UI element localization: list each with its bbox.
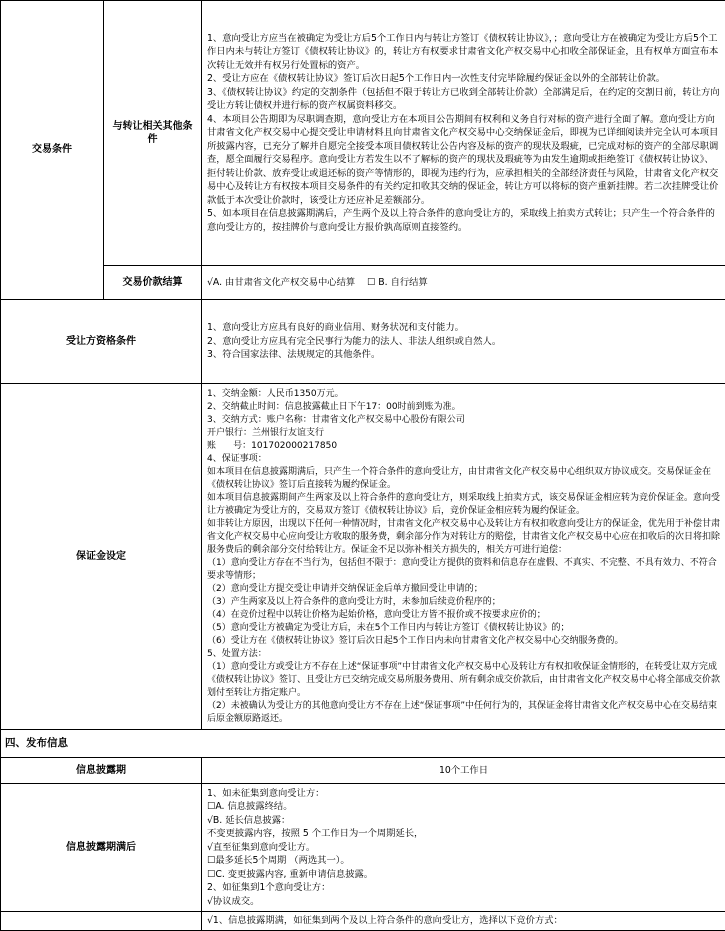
- after-disclosure-line: 1、如未征集到意向受让方：: [207, 787, 720, 801]
- deposit-line: 2、交纳截止时间：信息披露截止日下午17：00时前到账为准。: [207, 401, 720, 414]
- qualification-content: [202, 300, 725, 384]
- deposit-line: （4）在竞价过程中以转让价格为起始价格，意向受让方皆不报价或不按要求应价的；: [207, 609, 720, 622]
- after-disclosure-label: 信息披露期满后: [1, 784, 202, 912]
- qualification-label: 受让方资格条件: [1, 300, 202, 384]
- after-disclosure-line: √直至征集到意向受让方。: [207, 841, 720, 855]
- after-disclosure-line: √协议成交。: [207, 895, 720, 909]
- section-title: 四、发布信息: [1, 730, 725, 758]
- other-condition-1: 1、意向受让方应当在被确定为受让方后5个工作日内与转让方签订《债权转让协议》，；意向受让方在被确定为受让方后5个工作日内未与转让方签订《债权转让协议》的，转让方有权要求甘肃省文化产权交易中心扣收全部保证金，且有权单方面宣布本次转让无效并有权另行处置标的资产。: [207, 32, 720, 73]
- other-conditions-label: 与转让相关其他条件: [104, 1, 202, 266]
- after-disclosure-content: [202, 784, 725, 912]
- after-disclosure-line: ☐A. 信息披露终结。: [207, 800, 720, 814]
- disclosure-period-value: 10个工作日: [202, 758, 725, 784]
- settlement-row: [1, 266, 725, 300]
- other-condition-3: 3、《债权转让协议》约定的交割条件（包括但不限于转让方已收到全部转让价款）全部满足后，在约定的交割日前，转让方向受让方转让债权并进行标的资产权属资料移交。: [207, 86, 720, 113]
- deposit-line: 1、交纳金额：人民币1350万元。: [207, 388, 720, 401]
- after-disclosure-line: √B. 延长信息披露：: [207, 814, 720, 828]
- other-condition-2: 2、受让方应在《债权转让协议》签订后次日起5个工作日内一次性支付完毕除履约保证金以外的全部转让价款。: [207, 72, 720, 86]
- deposit-line: 3、交纳方式：账户名称：甘肃省文化产权交易中心股份有限公司: [207, 414, 720, 427]
- after-disclosure-line: 2、如征集到1个意向受让方：: [207, 881, 720, 895]
- after-disclosure-row: [1, 784, 725, 912]
- settlement-options: √A. 由甘肃省文化产权交易中心结算 ☐ B. 自行结算: [202, 266, 725, 300]
- deposit-line: 如非转让方原因，出现以下任何一种情况时，甘肃省文化产权交易中心及转让方有权扣收意向受让方的保证金，优先用于补偿甘肃省文化产权交易中心应向受让方收取的服务费，剩余部分作为对转让方的赔偿，甘肃省文化产权交易中心应在扣收后的次日将扣除服务费后的剩余部分交付给转让方。保证金不足以弥补相关方损失的，相关方可进行追偿：: [207, 518, 720, 557]
- deposit-line: （2）未被确认为受让方的其他意向受让方不存在上述“保证事项”中任何行为的，其保证金将甘肃省文化产权交易中心在交易结束后原金额原路返还。: [207, 700, 720, 726]
- qualification-line: 2、意向受让方应具有完全民事行为能力的法人、非法人组织或自然人。: [207, 335, 720, 349]
- deposit-line: （1）意向受让方或受让方不存在上述“保证事项”中甘肃省文化产权交易中心及转让方有权扣收保证金情形的，在转受让双方完成《债权转让协议》签订、且受让方已交纳完成交易所服务费用、所有剩余成交价款后，由甘肃省文化产权交易中心将全部成交价款划付至转让方指定账户。: [207, 661, 720, 700]
- qualification-line: 1、意向受让方应具有良好的商业信用、财务状况和支付能力。: [207, 321, 720, 335]
- settlement-label: 交易价款结算: [104, 266, 202, 300]
- deposit-line: （3）产生两家及以上符合条件的意向受让方时，未参加后续竞价程序的；: [207, 596, 720, 609]
- trade-conditions-row: [1, 1, 725, 266]
- other-condition-5: 5、如本项目在信息披露期满后，产生两个及以上符合条件的意向受让方的，采取线上拍卖方式转让；只产生一个符合条件的意向受让方的，按挂牌价与意向受让方报价孰高原则直接签约。: [207, 207, 720, 234]
- after-disclosure-line: 不变更披露内容，按照 5 个工作日为一个周期延长，: [207, 827, 720, 841]
- deposit-line: 如本项目在信息披露期满后，只产生一个符合条件的意向受让方，由甘肃省文化产权交易中心组织双方协议成交。交易保证金在《债权转让协议》签订后直接转为履约保证金。: [207, 466, 720, 492]
- trade-conditions-label: 交易条件: [1, 1, 104, 300]
- auction-text: √1、信息披露期满，如征集到两个及以上符合条件的意向受让方，选择以下竞价方式：: [202, 912, 725, 931]
- deposit-line: 5、处置方法：: [207, 648, 720, 661]
- other-condition-4: 4、本项目公告期即为尽职调查期，意向受让方在本项目公告期间有权利和义务自行对标的资产进行全面了解。意向受让方向甘肃省文化产权交易中心提交受让申请材料且向甘肃省文化产权交易中心交纳保证金后，即视为已详细阅读并完全认可本项目所披露内容，已充分了解并自愿完全接受本项目债权转让公告内容及标的资产的现状及瑕疵，已完成对标的资产的全部尽职调查，愿全面履行交易程序。意向受让方若发生以不了解标的资产的现状及瑕疵等为由发生逾期或拒绝签订《债权转让协议》、拒付转让价款、放弃受让或退还标的资产等情形的，即视为违约行为，应承担相关的全部经济责任与风险，甘肃省文化产权交易中心及转让方有权按本项目交易条件的有关约定扣收其交纳的保证金，转让方可以将标的资产重新挂牌。若二次挂牌受让价款低于本次受让价款时，该受让方还应补足差额部分。: [207, 113, 720, 208]
- deposit-line: （5）意向受让方被确定为受让方后，未在5个工作日内与转让方签订《债权转让协议》的；: [207, 622, 720, 635]
- after-disclosure-line: ☐最多延长5个周期 （两选其一）。: [207, 854, 720, 868]
- after-disclosure-line: ☐C. 变更披露内容, 重新申请信息披露。: [207, 868, 720, 882]
- deposit-line: 账 号：101702000217850: [207, 440, 720, 453]
- deposit-line: （1）意向受让方存在不当行为，包括但不限于：意向受让方提供的资料和信息存在虚假、不真实、不完整、不具有效力、不符合要求等情形；: [207, 557, 720, 583]
- deposit-line: 4、保证事项：: [207, 453, 720, 466]
- deposit-line: （2）意向受让方提交受让申请并交纳保证金后单方撤回受让申请的；: [207, 583, 720, 596]
- disclosure-period-label: 信息披露期: [1, 758, 202, 784]
- deposit-line: 如本项目信息披露期间产生两家及以上符合条件的意向受让方，则采取线上拍卖方式，该交易保证金相应转为竞价保证金。意向受让方被确定为受让方的，交易双方签订《债权转让协议》后，竞价保证金相应转为履约保证金。: [207, 492, 720, 518]
- deposit-label: 保证金设定: [1, 384, 202, 730]
- deposit-line: 开户银行：兰州银行友谊支行: [207, 427, 720, 440]
- deposit-line: （6）受让方在《债权转让协议》签订后次日起5个工作日内未向甘肃省文化产权交易中心交纳服务费的。: [207, 635, 720, 648]
- qualification-line: 3、符合国家法律、法规规定的其他条件。: [207, 348, 720, 362]
- section-header-row: [1, 730, 725, 758]
- other-conditions-content: [202, 1, 725, 266]
- deposit-row: [1, 384, 725, 730]
- qualification-row: [1, 300, 725, 384]
- deposit-content: [202, 384, 725, 730]
- disclosure-period-row: [1, 758, 725, 784]
